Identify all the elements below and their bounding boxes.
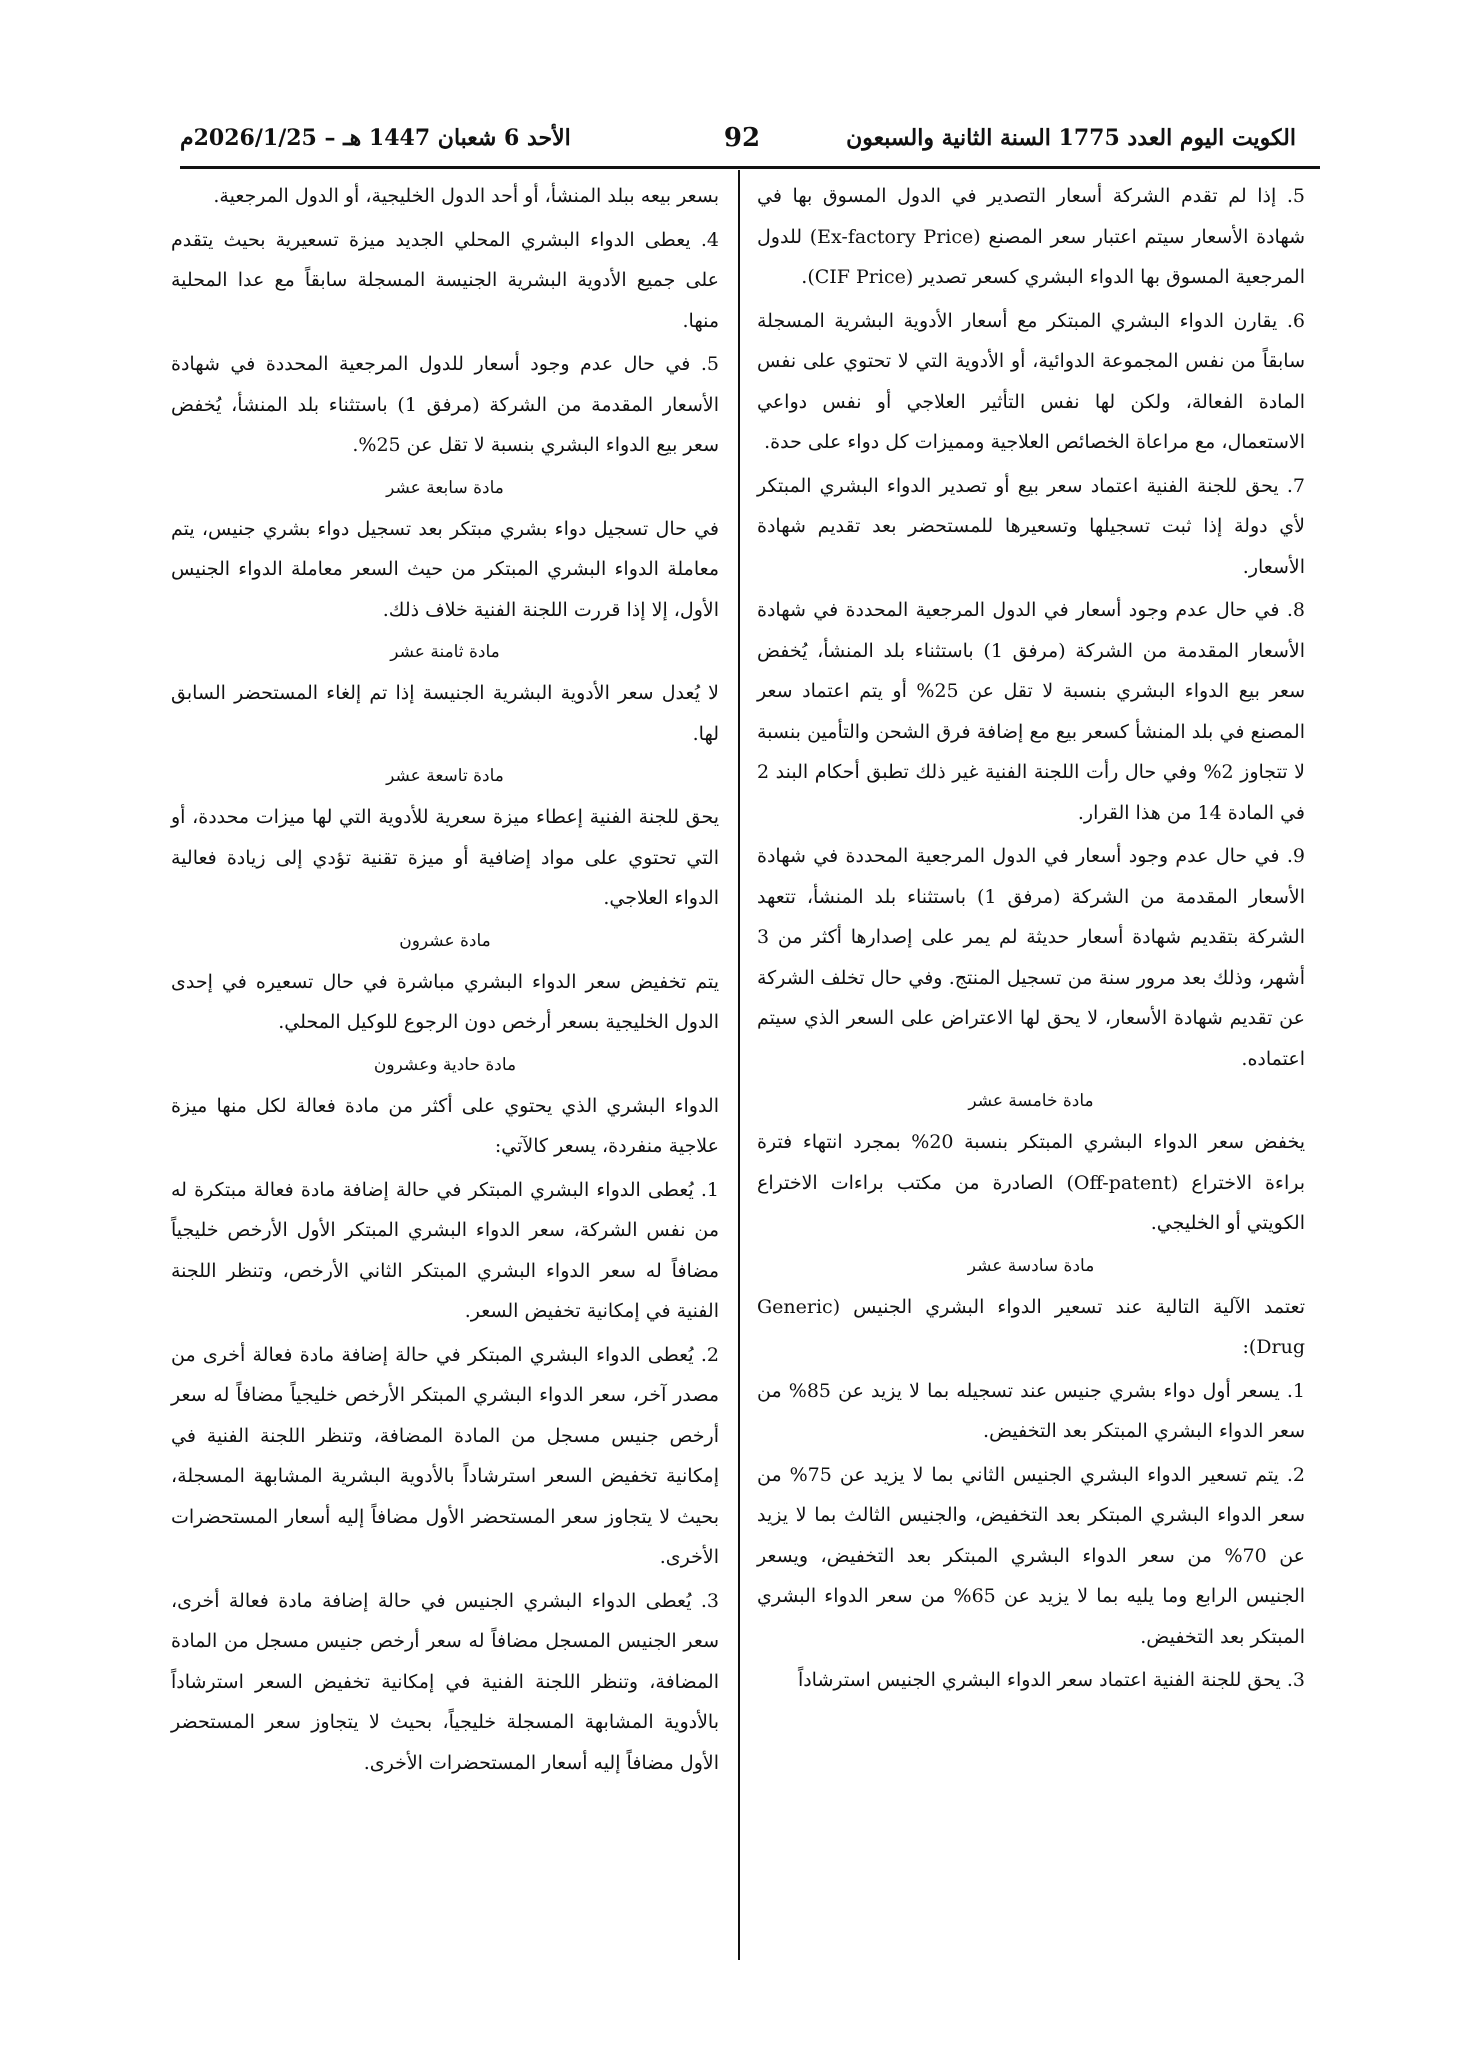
paragraph: 9. في حال عدم وجود أسعار في الدول المرجعية المحددة في شهادة الأسعار المقدمة من الشركة (مرفق 1) باستثناء بلد المنشأ، تتعهد الشركة بتقديم شهادة أسعار حديثة لم يمر على إصدارها أكثر من 3 أشهر، وذلك بعد مرور سنة من تسجيل المنتج. وفي حال تخلف الشركة عن تقديم شهادة الأسعار، لا يحق لها الاعتراض على السعر الذي سيتم اعتماده.: [757, 845, 1305, 1070]
article-heading: مادة سابعة عشر: [386, 477, 504, 498]
article-heading: مادة تاسعة عشر: [386, 766, 504, 786]
paragraph: 8. في حال عدم وجود أسعار في الدول المرجعية المحددة في شهادة الأسعار المقدمة من الشركة (مرفق 1) باستثناء بلد المنشأ، يُخفض سعر بيع الدواء البشري بنسبة لا تقل عن 25% أو يتم اعتماد سعر المصنع في بلد المنشأ كسعر بيع مع إضافة فرق الشحن والتأمين بنسبة لا تتجاوز 2% وفي حال رأت اللجنة الفنية غير ذلك تطبق أحكام البند 2 في المادة 14 من هذا القرار.: [757, 599, 1306, 824]
paragraph: 2. يُعطى الدواء البشري المبتكر في حالة إضافة مادة فعالة أخرى من مصدر آخر، سعر الدواء البشري المبتكر الأرخص خليجياً مضافاً له سعر أرخص جنيس مسجل من المادة المضافة، وتنظر اللجنة الفنية في إمكانية تخفيض السعر استرشاداً بالأدوية البشرية المشابهة المسجلة، بحيث لا يتجاوز سعر المستحضر الأول مضافاً إليه أسعار المستحضرات الأخرى.: [171, 1343, 719, 1568]
paragraph: الدواء البشري الذي يحتوي على أكثر من مادة فعالة لكل منها ميزة علاجية منفردة، يسعر كالآتي:: [171, 1094, 719, 1157]
paragraph: لا يُعدل سعر الأدوية البشرية الجنيسة إذا تم إلغاء المستحضر السابق لها.: [171, 682, 719, 745]
paragraph: 3. يُعطى الدواء البشري الجنيس في حالة إضافة مادة فعالة أخرى، سعر الجنيس المسجل مضافاً له سعر أرخص جنيس مسجل من المادة المضافة، وتنظر اللجنة الفنية في إمكانية تخفيض السعر استرشاداً بالأدوية المشابهة المسجلة خليجياً، بحيث لا يتجاوز سعر المستحضر الأول مضافاً إليه أسعار المستحضرات الأخرى.: [171, 1589, 719, 1774]
paragraph: في حال تسجيل دواء بشري مبتكر بعد تسجيل دواء بشري جنيس، يتم معاملة الدواء البشري المبتكر من حيث السعر معاملة الدواء الجنيس الأول، إلا إذا قررت اللجنة الفنية خلاف ذلك.: [171, 517, 719, 621]
paragraph: تعتمد الآلية التالية عند تسعير الدواء البشري الجنيس (Generic Drug):: [757, 1295, 1305, 1358]
paragraph: يحق للجنة الفنية إعطاء ميزة سعرية للأدوية التي لها ميزات محددة، أو التي تحتوي على مواد إضافية أو ميزة تقنية تؤدي إلى زيادة فعالية الدواء العلاجي.: [171, 806, 719, 909]
article-heading: مادة حادية وعشرون: [373, 1054, 517, 1075]
paragraph: يخفض سعر الدواء البشري المبتكر بنسبة 20% بمجرد انتهاء فترة براءة الاختراع (Off-patent) الصادرة من مكتب براءات الاختراع الكويتي أو الخليجي.: [757, 1131, 1306, 1234]
header-date: الأحد 6 شعبان 1447 هـ – 2026/1/25م: [180, 125, 571, 151]
paragraph: 7. يحق للجنة الفنية اعتماد سعر بيع أو تصدير الدواء البشري المبتكر لأي دولة إذا ثبت تسجيلها وتسعيرها للمستحضر بعد تقديم شهادة الأسعار.: [757, 474, 1305, 578]
paragraph: 6. يقارن الدواء البشري المبتكر مع أسعار الأدوية البشرية المسجلة سابقاً من نفس المجموعة الدوائية، أو الأدوية التي لا تحتوي على نفس المادة الفعالة، ولكن لها نفس التأثير العلاجي أو نفس دواعي الاستعمال، مع مراعاة الخصائص العلاجية ومميزات كل دواء على حدة.: [757, 309, 1305, 453]
paragraph: 1. يُعطى الدواء البشري المبتكر في حالة إضافة مادة فعالة مبتكرة له من نفس الشركة، سعر الدواء البشري المبتكر الأول الأرخص خليجياً مضافاً له سعر الدواء البشري المبتكر الثاني الأرخص، وتنظر اللجنة الفنية في إمكانية تخفيض السعر.: [171, 1178, 719, 1322]
paragraph: بسعر بيعه ببلد المنشأ، أو أحد الدول الخليجية، أو الدول المرجعية.: [213, 185, 719, 207]
article-heading: مادة ثامنة عشر: [390, 642, 500, 662]
page-number: 92: [723, 123, 761, 153]
header-issue-info: الكويت اليوم العدد 1775 السنة الثانية والسبعون: [846, 125, 1296, 151]
paragraph: 3. يحق للجنة الفنية اعتماد سعر الدواء البشري الجنيس استرشاداً: [797, 1669, 1305, 1691]
paragraph: 4. يعطى الدواء البشري المحلي الجديد ميزة تسعيرية بحيث يتقدم على جميع الأدوية البشرية الجنيسة المسجلة سابقاً مع عدا المحلية منها.: [171, 228, 719, 332]
header-rule: [180, 166, 1320, 169]
paragraph: 5. إذا لم تقدم الشركة أسعار التصدير في الدول المسوق بها في شهادة الأسعار سيتم اعتبار سعر المصنع (Ex-factory Price) للدول المرجعية المسوق بها الدواء البشري كسعر تصدير (CIF Price).: [757, 185, 1305, 288]
paragraph: يتم تخفيض سعر الدواء البشري مباشرة في حال تسعيره في إحدى الدول الخليجية بسعر أرخص دون الرجوع للوكيل المحلي.: [171, 970, 719, 1033]
paragraph: 5. في حال عدم وجود أسعار للدول المرجعية المحددة في شهادة الأسعار المقدمة من الشركة (مرفق 1) باستثناء بلد المنشأ، يُخفض سعر بيع الدواء البشري بنسبة لا تقل عن 25%.: [171, 353, 720, 456]
paragraph: 2. يتم تسعير الدواء البشري الجنيس الثاني بما لا يزيد عن 75% من سعر الدواء البشري المبتكر بعد التخفيض، والجنيس الثالث بما لا يزيد عن 70% من سعر الدواء البشري المبتكر بعد التخفيض، ويسعر الجنيس الرابع وما يليه بما لا يزيد عن 65% من سعر الدواء البشري المبتكر بعد التخفيض.: [757, 1463, 1306, 1648]
left-column: [171, 176, 719, 1786]
column-divider: [738, 170, 740, 1960]
right-column: [757, 176, 1305, 1704]
paragraph: 1. يسعر أول دواء بشري جنيس عند تسجيله بما لا يزيد عن 85% من سعر الدواء البشري المبتكر بعد التخفيض.: [757, 1379, 1305, 1442]
article-heading: مادة خامسة عشر: [968, 1091, 1094, 1111]
article-heading: مادة سادسة عشر: [967, 1255, 1095, 1276]
article-heading: مادة عشرون: [399, 930, 491, 951]
